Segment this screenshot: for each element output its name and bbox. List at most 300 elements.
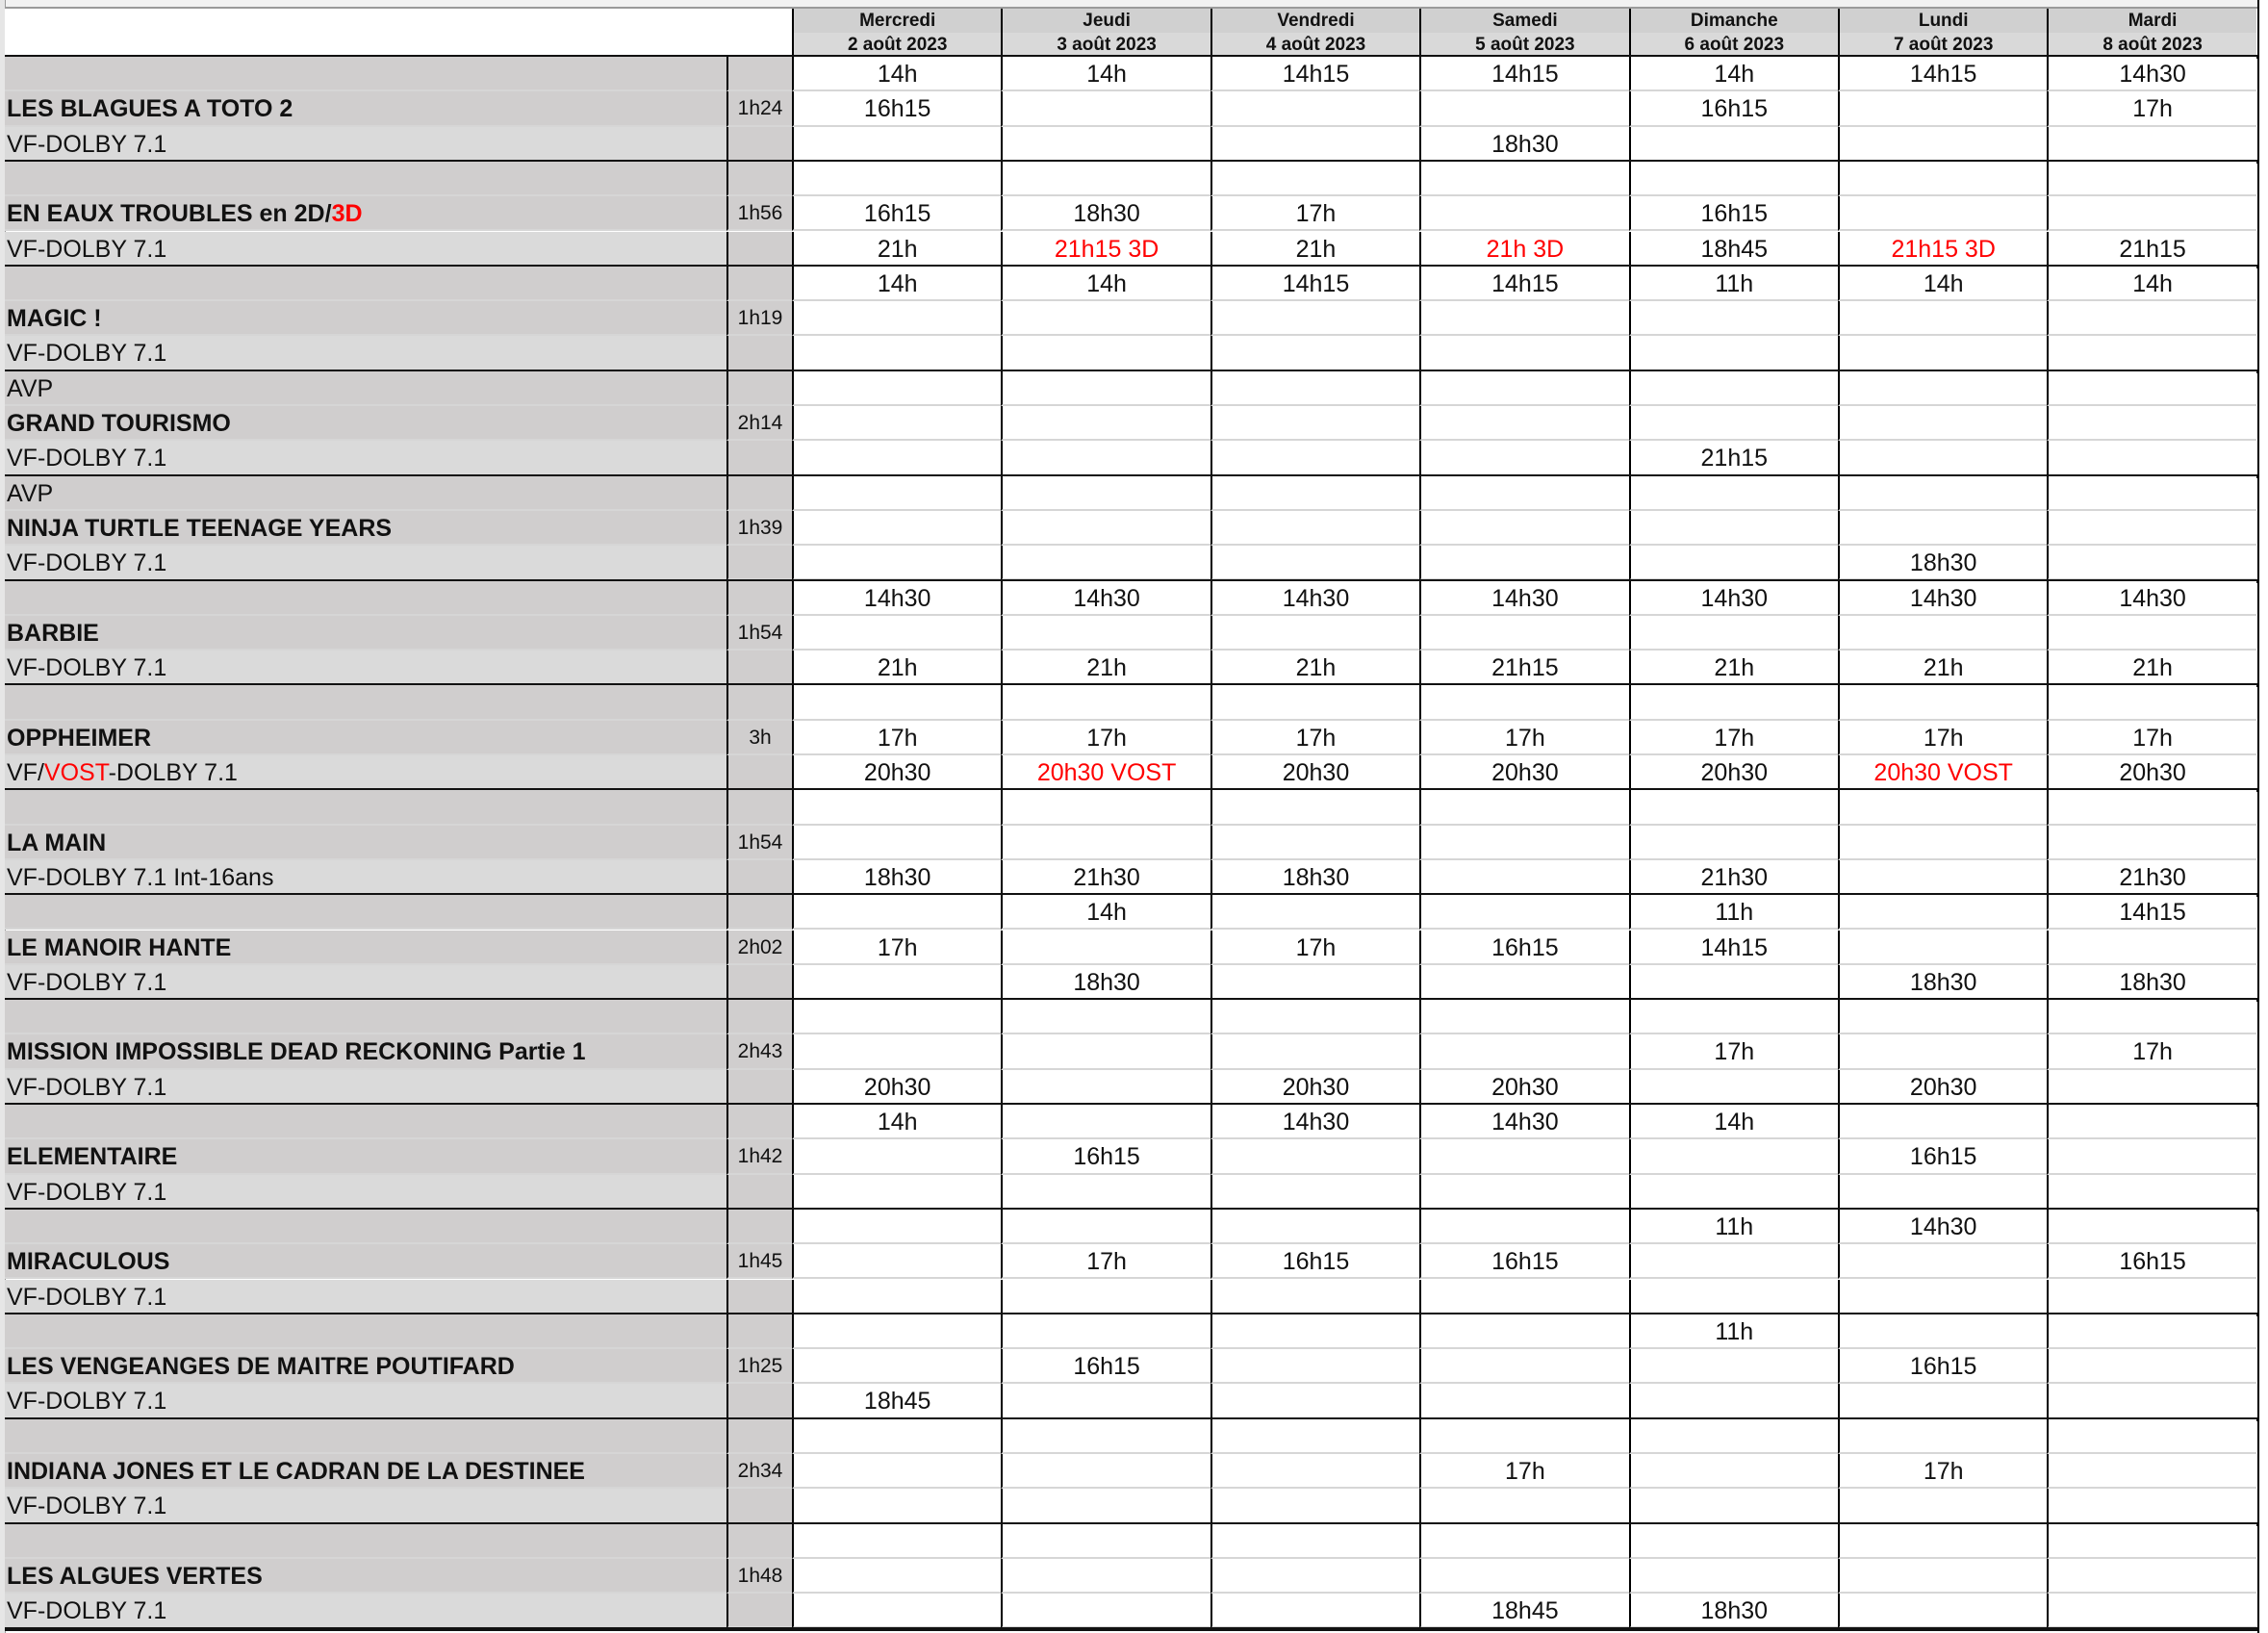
showtime-cell[interactable] (1419, 1034, 1628, 1069)
duration-cell[interactable] (726, 162, 792, 196)
showtime-cell[interactable] (1210, 1559, 1419, 1594)
showtime-cell[interactable] (1838, 441, 2047, 475)
showtime-cell[interactable] (792, 546, 1001, 580)
duration-cell[interactable] (726, 965, 792, 1000)
showtime-cell[interactable]: 17h (1210, 196, 1419, 231)
showtime-cell[interactable] (2047, 196, 2255, 231)
showtime-cell[interactable] (792, 511, 1001, 546)
showtime-cell[interactable] (1629, 826, 1838, 860)
showtime-cell[interactable] (1001, 1524, 1210, 1559)
day-header-jeudi[interactable] (1001, 9, 1210, 57)
showtime-cell[interactable] (1001, 1175, 1210, 1210)
showtime-cell[interactable] (1629, 1244, 1838, 1279)
showtime-cell[interactable]: 21h30 (2047, 860, 2255, 895)
showtime-cell[interactable]: 18h30 (2047, 965, 2255, 1000)
duration-cell[interactable] (726, 57, 792, 91)
showtime-cell[interactable] (2047, 931, 2255, 965)
showtime-cell[interactable] (1419, 1489, 1628, 1523)
movie-format[interactable] (5, 232, 726, 267)
showtime-cell[interactable] (792, 826, 1001, 860)
day-header-dimanche[interactable] (1629, 9, 1838, 57)
showtime-cell[interactable] (1838, 511, 2047, 546)
duration-cell[interactable] (726, 1314, 792, 1349)
duration-cell[interactable] (726, 371, 792, 406)
showtime-cell[interactable]: 21h (1838, 651, 2047, 685)
showtime-cell[interactable]: 20h30 (1419, 1070, 1628, 1105)
showtime-cell[interactable] (1419, 826, 1628, 860)
showtime-cell[interactable] (792, 965, 1001, 1000)
showtime-cell[interactable] (792, 476, 1001, 511)
showtime-cell[interactable] (2047, 127, 2255, 162)
showtime-cell[interactable] (2047, 162, 2255, 196)
showtime-cell[interactable] (792, 790, 1001, 825)
showtime-cell[interactable] (1629, 1000, 1838, 1034)
showtime-cell[interactable] (1419, 1349, 1628, 1384)
duration-cell[interactable] (726, 685, 792, 720)
showtime-cell[interactable] (1210, 1489, 1419, 1523)
showtime-cell[interactable] (2047, 1419, 2255, 1454)
showtime-cell[interactable] (1210, 1175, 1419, 1210)
showtime-cell[interactable] (1001, 1210, 1210, 1244)
movie-format[interactable] (5, 1280, 726, 1314)
movie-format[interactable] (5, 441, 726, 475)
movie-duration[interactable]: 1h54 (726, 826, 792, 860)
showtime-cell[interactable]: 20h30 (1629, 755, 1838, 790)
showtime-cell[interactable] (1001, 1489, 1210, 1523)
showtime-cell[interactable] (1629, 371, 1838, 406)
showtime-cell[interactable] (1210, 685, 1419, 720)
showtime-cell[interactable] (1838, 91, 2047, 126)
showtime-cell[interactable] (792, 1349, 1001, 1384)
showtime-cell[interactable]: 14h30 (1838, 1210, 2047, 1244)
showtime-cell[interactable]: 21h (2047, 651, 2255, 685)
showtime-cell[interactable] (1210, 1419, 1419, 1454)
showtime-cell[interactable]: 14h30 (2047, 57, 2255, 91)
showtime-cell[interactable] (1210, 1210, 1419, 1244)
showtime-cell[interactable]: 16h15 (1419, 1244, 1628, 1279)
showtime-cell[interactable] (1001, 790, 1210, 825)
showtime-cell[interactable] (1419, 441, 1628, 475)
showtime-cell[interactable]: 14h15 (1210, 57, 1419, 91)
showtime-cell[interactable] (1210, 616, 1419, 651)
movie-format[interactable] (5, 546, 726, 580)
duration-cell[interactable] (726, 336, 792, 370)
showtime-cell[interactable] (1210, 127, 1419, 162)
showtime-cell[interactable]: 18h30 (1001, 196, 1210, 231)
showtime-cell[interactable] (1838, 931, 2047, 965)
showtime-cell[interactable]: 17h (2047, 91, 2255, 126)
movie-duration[interactable]: 1h45 (726, 1244, 792, 1279)
showtime-cell[interactable] (1838, 860, 2047, 895)
showtime-cell[interactable] (2047, 616, 2255, 651)
showtime-cell[interactable] (1210, 1594, 1419, 1628)
duration-cell[interactable] (726, 1280, 792, 1314)
showtime-cell[interactable]: 20h30 (1210, 1070, 1419, 1105)
showtime-cell[interactable] (1419, 1280, 1628, 1314)
showtime-cell[interactable] (792, 1000, 1001, 1034)
duration-cell[interactable] (726, 1210, 792, 1244)
showtime-cell[interactable]: 21h15 3D (1001, 232, 1210, 267)
showtime-cell[interactable] (1419, 162, 1628, 196)
showtime-cell[interactable] (2047, 371, 2255, 406)
showtime-cell[interactable]: 16h15 (1838, 1139, 2047, 1174)
showtime-cell[interactable] (792, 301, 1001, 336)
showtime-cell[interactable]: 14h30 (792, 581, 1001, 616)
showtime-cell[interactable] (1629, 301, 1838, 336)
movie-format[interactable] (5, 755, 726, 790)
showtime-cell[interactable]: 14h15 (2047, 895, 2255, 930)
showtime-cell[interactable] (1838, 1105, 2047, 1139)
showtime-cell[interactable] (1838, 1594, 2047, 1628)
showtime-cell[interactable] (1419, 1384, 1628, 1418)
duration-cell[interactable] (726, 441, 792, 475)
movie-format[interactable] (5, 1070, 726, 1105)
movie-title[interactable] (5, 1034, 726, 1069)
showtime-cell[interactable]: 16h15 (1001, 1139, 1210, 1174)
showtime-cell[interactable]: 21h (1629, 651, 1838, 685)
showtime-cell[interactable] (1838, 1000, 2047, 1034)
showtime-cell[interactable]: 18h45 (792, 1384, 1001, 1418)
duration-cell[interactable] (726, 1419, 792, 1454)
duration-cell[interactable] (726, 895, 792, 930)
showtime-cell[interactable] (1210, 1314, 1419, 1349)
showtime-cell[interactable] (2047, 1454, 2255, 1489)
duration-cell[interactable] (726, 267, 792, 301)
showtime-cell[interactable] (1001, 371, 1210, 406)
showtime-cell[interactable] (2047, 1210, 2255, 1244)
showtime-cell[interactable] (2047, 1139, 2255, 1174)
showtime-cell[interactable] (2047, 476, 2255, 511)
showtime-cell[interactable] (1210, 1524, 1419, 1559)
showtime-cell[interactable]: 21h (1001, 651, 1210, 685)
showtime-cell[interactable] (1210, 1349, 1419, 1384)
showtime-cell[interactable] (1001, 1419, 1210, 1454)
showtime-cell[interactable]: 14h (1001, 57, 1210, 91)
showtime-cell[interactable] (792, 1594, 1001, 1628)
showtime-cell[interactable]: 14h (1629, 57, 1838, 91)
duration-cell[interactable] (726, 790, 792, 825)
showtime-cell[interactable]: 17h (1001, 1244, 1210, 1279)
showtime-cell[interactable] (792, 1454, 1001, 1489)
showtime-cell[interactable] (1210, 790, 1419, 825)
duration-cell[interactable] (726, 581, 792, 616)
showtime-cell[interactable] (1210, 1034, 1419, 1069)
showtime-cell[interactable] (1629, 1280, 1838, 1314)
showtime-cell[interactable] (2047, 441, 2255, 475)
movie-duration[interactable]: 3h (726, 721, 792, 755)
showtime-cell[interactable]: 21h (792, 232, 1001, 267)
showtime-cell[interactable] (1001, 1559, 1210, 1594)
showtime-cell[interactable] (1210, 441, 1419, 475)
showtime-cell[interactable]: 20h30 (1838, 1070, 2047, 1105)
showtime-cell[interactable]: 14h15 (1210, 267, 1419, 301)
showtime-cell[interactable] (1001, 1105, 1210, 1139)
duration-cell[interactable] (726, 1489, 792, 1523)
showtime-cell[interactable] (1419, 91, 1628, 126)
showtime-cell[interactable]: 17h (1838, 721, 2047, 755)
showtime-cell[interactable] (1629, 406, 1838, 441)
showtime-cell[interactable] (1001, 1454, 1210, 1489)
movie-pre-label[interactable] (5, 57, 726, 91)
showtime-cell[interactable] (1419, 965, 1628, 1000)
showtime-cell[interactable]: 14h (792, 57, 1001, 91)
showtime-cell[interactable] (792, 616, 1001, 651)
showtime-cell[interactable] (792, 895, 1001, 930)
showtime-cell[interactable] (1629, 790, 1838, 825)
duration-cell[interactable] (726, 1384, 792, 1418)
movie-format[interactable] (5, 1175, 726, 1210)
showtime-cell[interactable] (1001, 1034, 1210, 1069)
movie-duration[interactable]: 1h25 (726, 1349, 792, 1384)
movie-duration[interactable]: 1h54 (726, 616, 792, 651)
showtime-cell[interactable] (1210, 476, 1419, 511)
showtime-cell[interactable] (1838, 1419, 2047, 1454)
showtime-cell[interactable] (792, 1210, 1001, 1244)
movie-title[interactable] (5, 616, 726, 651)
showtime-cell[interactable] (1629, 1349, 1838, 1384)
movie-pre-label[interactable] (5, 790, 726, 825)
showtime-cell[interactable]: 21h15 (1419, 651, 1628, 685)
showtime-cell[interactable]: 20h30 (2047, 755, 2255, 790)
showtime-cell[interactable]: 14h15 (1629, 931, 1838, 965)
showtime-cell[interactable] (1419, 406, 1628, 441)
showtime-cell[interactable] (1838, 476, 2047, 511)
showtime-cell[interactable] (792, 1489, 1001, 1523)
showtime-cell[interactable] (1001, 1070, 1210, 1105)
showtime-cell[interactable]: 18h30 (792, 860, 1001, 895)
showtime-cell[interactable] (1629, 1489, 1838, 1523)
showtime-cell[interactable]: 14h30 (2047, 581, 2255, 616)
showtime-cell[interactable]: 17h (1419, 721, 1628, 755)
showtime-cell[interactable]: 21h30 (1629, 860, 1838, 895)
showtime-cell[interactable] (1210, 546, 1419, 580)
showtime-cell[interactable] (1210, 91, 1419, 126)
movie-duration[interactable]: 1h39 (726, 511, 792, 546)
showtime-cell[interactable] (2047, 1594, 2255, 1628)
movie-title[interactable] (5, 406, 726, 441)
movie-pre-label[interactable] (5, 1210, 726, 1244)
showtime-cell[interactable] (1838, 1244, 2047, 1279)
showtime-cell[interactable] (1629, 336, 1838, 370)
duration-cell[interactable] (726, 651, 792, 685)
showtime-cell[interactable] (1419, 511, 1628, 546)
showtime-cell[interactable]: 11h (1629, 1314, 1838, 1349)
showtime-cell[interactable] (2047, 1175, 2255, 1210)
movie-format[interactable] (5, 965, 726, 1000)
showtime-cell[interactable] (2047, 336, 2255, 370)
duration-cell[interactable] (726, 1000, 792, 1034)
showtime-cell[interactable] (1419, 790, 1628, 825)
showtime-cell[interactable] (792, 127, 1001, 162)
showtime-cell[interactable] (1419, 1524, 1628, 1559)
showtime-cell[interactable] (792, 336, 1001, 370)
showtime-cell[interactable]: 14h30 (1419, 581, 1628, 616)
showtime-cell[interactable] (1838, 790, 2047, 825)
showtime-cell[interactable] (1001, 1384, 1210, 1418)
day-header-lundi[interactable] (1838, 9, 2047, 57)
movie-format[interactable] (5, 1594, 726, 1628)
showtime-cell[interactable]: 16h15 (1629, 91, 1838, 126)
showtime-cell[interactable] (1001, 301, 1210, 336)
showtime-cell[interactable] (1629, 476, 1838, 511)
movie-title[interactable] (5, 721, 726, 755)
showtime-cell[interactable] (1210, 371, 1419, 406)
showtime-cell[interactable] (792, 162, 1001, 196)
showtime-cell[interactable] (1001, 406, 1210, 441)
showtime-cell[interactable] (2047, 685, 2255, 720)
showtime-cell[interactable]: 16h15 (792, 196, 1001, 231)
showtime-cell[interactable] (1210, 511, 1419, 546)
showtime-cell[interactable] (1210, 406, 1419, 441)
movie-title[interactable] (5, 196, 726, 231)
showtime-cell[interactable] (1838, 127, 2047, 162)
showtime-cell[interactable] (792, 1175, 1001, 1210)
showtime-cell[interactable] (1419, 895, 1628, 930)
showtime-cell[interactable] (2047, 1070, 2255, 1105)
movie-format[interactable] (5, 1384, 726, 1418)
showtime-cell[interactable] (1419, 616, 1628, 651)
showtime-cell[interactable] (1629, 616, 1838, 651)
showtime-cell[interactable] (1210, 1139, 1419, 1174)
showtime-cell[interactable] (1838, 371, 2047, 406)
duration-cell[interactable] (726, 476, 792, 511)
showtime-cell[interactable] (1210, 965, 1419, 1000)
showtime-cell[interactable]: 16h15 (1001, 1349, 1210, 1384)
showtime-cell[interactable] (1419, 1559, 1628, 1594)
showtime-cell[interactable] (1419, 1175, 1628, 1210)
showtime-cell[interactable]: 17h (2047, 1034, 2255, 1069)
showtime-cell[interactable] (1001, 1314, 1210, 1349)
showtime-cell[interactable]: 20h30 (792, 755, 1001, 790)
showtime-cell[interactable] (1419, 196, 1628, 231)
showtime-cell[interactable] (1629, 1454, 1838, 1489)
showtime-cell[interactable] (1419, 301, 1628, 336)
showtime-cell[interactable]: 21h (792, 651, 1001, 685)
showtime-cell[interactable]: 14h15 (1838, 57, 2047, 91)
showtime-cell[interactable]: 18h30 (1210, 860, 1419, 895)
movie-title[interactable] (5, 511, 726, 546)
movie-title[interactable] (5, 1244, 726, 1279)
showtime-cell[interactable]: 16h15 (1419, 931, 1628, 965)
movie-pre-label[interactable] (5, 267, 726, 301)
movie-pre-label[interactable] (5, 371, 726, 406)
movie-duration[interactable]: 1h56 (726, 196, 792, 231)
showtime-cell[interactable] (792, 1314, 1001, 1349)
showtime-cell[interactable]: 17h (1629, 721, 1838, 755)
showtime-cell[interactable] (1838, 1314, 2047, 1349)
showtime-cell[interactable] (1419, 860, 1628, 895)
showtime-cell[interactable] (1838, 1175, 2047, 1210)
showtime-cell[interactable] (1001, 91, 1210, 126)
showtime-cell[interactable]: 17h (1838, 1454, 2047, 1489)
movie-pre-label[interactable] (5, 895, 726, 930)
movie-title[interactable] (5, 1349, 726, 1384)
showtime-cell[interactable] (1419, 1210, 1628, 1244)
day-header-samedi[interactable] (1419, 9, 1628, 57)
showtime-cell[interactable]: 17h (792, 931, 1001, 965)
movie-pre-label[interactable] (5, 685, 726, 720)
showtime-cell[interactable]: 14h (1629, 1105, 1838, 1139)
movie-pre-label[interactable] (5, 1000, 726, 1034)
movie-title[interactable] (5, 1559, 726, 1594)
showtime-cell[interactable] (792, 1034, 1001, 1069)
showtime-cell[interactable] (1838, 1489, 2047, 1523)
movie-format[interactable] (5, 651, 726, 685)
showtime-cell[interactable] (1838, 162, 2047, 196)
showtime-cell[interactable] (1210, 1280, 1419, 1314)
showtime-cell[interactable] (792, 1244, 1001, 1279)
showtime-cell[interactable]: 17h (1210, 931, 1419, 965)
showtime-cell[interactable] (1629, 1419, 1838, 1454)
showtime-cell[interactable]: 16h15 (792, 91, 1001, 126)
showtime-cell[interactable]: 14h (792, 1105, 1001, 1139)
showtime-cell[interactable]: 21h15 3D (1838, 232, 2047, 267)
movie-title[interactable] (5, 1454, 726, 1489)
showtime-cell[interactable] (1419, 685, 1628, 720)
showtime-cell[interactable] (1629, 1384, 1838, 1418)
showtime-cell[interactable] (1001, 685, 1210, 720)
showtime-cell[interactable] (2047, 1314, 2255, 1349)
showtime-cell[interactable]: 20h30 VOST (1001, 755, 1210, 790)
showtime-cell[interactable] (792, 685, 1001, 720)
showtime-cell[interactable] (1210, 1384, 1419, 1418)
movie-format[interactable] (5, 336, 726, 370)
showtime-cell[interactable]: 18h30 (1419, 127, 1628, 162)
showtime-cell[interactable]: 14h30 (1001, 581, 1210, 616)
showtime-cell[interactable] (2047, 1524, 2255, 1559)
showtime-cell[interactable] (1001, 1000, 1210, 1034)
showtime-cell[interactable] (1001, 127, 1210, 162)
day-header-vendredi[interactable] (1210, 9, 1419, 57)
showtime-cell[interactable] (1001, 826, 1210, 860)
showtime-cell[interactable] (1419, 1314, 1628, 1349)
showtime-cell[interactable]: 17h (1001, 721, 1210, 755)
showtime-cell[interactable]: 14h30 (1210, 1105, 1419, 1139)
showtime-cell[interactable] (1210, 1000, 1419, 1034)
showtime-cell[interactable] (1838, 1280, 2047, 1314)
showtime-cell[interactable]: 16h15 (1629, 196, 1838, 231)
movie-format[interactable] (5, 1489, 726, 1523)
movie-title[interactable] (5, 1139, 726, 1174)
showtime-cell[interactable]: 16h15 (1210, 1244, 1419, 1279)
showtime-cell[interactable]: 14h (792, 267, 1001, 301)
showtime-cell[interactable] (1210, 826, 1419, 860)
showtime-cell[interactable] (1001, 162, 1210, 196)
movie-title[interactable] (5, 91, 726, 126)
showtime-cell[interactable] (1001, 1594, 1210, 1628)
showtime-cell[interactable] (1419, 371, 1628, 406)
showtime-cell[interactable] (2047, 1489, 2255, 1523)
movie-duration[interactable]: 1h42 (726, 1139, 792, 1174)
showtime-cell[interactable] (2047, 1349, 2255, 1384)
movie-title[interactable] (5, 826, 726, 860)
showtime-cell[interactable] (1419, 1000, 1628, 1034)
showtime-cell[interactable] (1419, 336, 1628, 370)
showtime-cell[interactable]: 17h (2047, 721, 2255, 755)
duration-cell[interactable] (726, 1070, 792, 1105)
showtime-cell[interactable] (792, 441, 1001, 475)
showtime-cell[interactable] (2047, 826, 2255, 860)
showtime-cell[interactable] (1838, 406, 2047, 441)
showtime-cell[interactable]: 20h30 VOST (1838, 755, 2047, 790)
showtime-cell[interactable] (2047, 406, 2255, 441)
showtime-cell[interactable] (1001, 546, 1210, 580)
showtime-cell[interactable]: 21h (1210, 232, 1419, 267)
movie-pre-label[interactable] (5, 162, 726, 196)
showtime-cell[interactable] (1629, 1524, 1838, 1559)
showtime-cell[interactable] (1210, 301, 1419, 336)
showtime-cell[interactable]: 20h30 (1419, 755, 1628, 790)
